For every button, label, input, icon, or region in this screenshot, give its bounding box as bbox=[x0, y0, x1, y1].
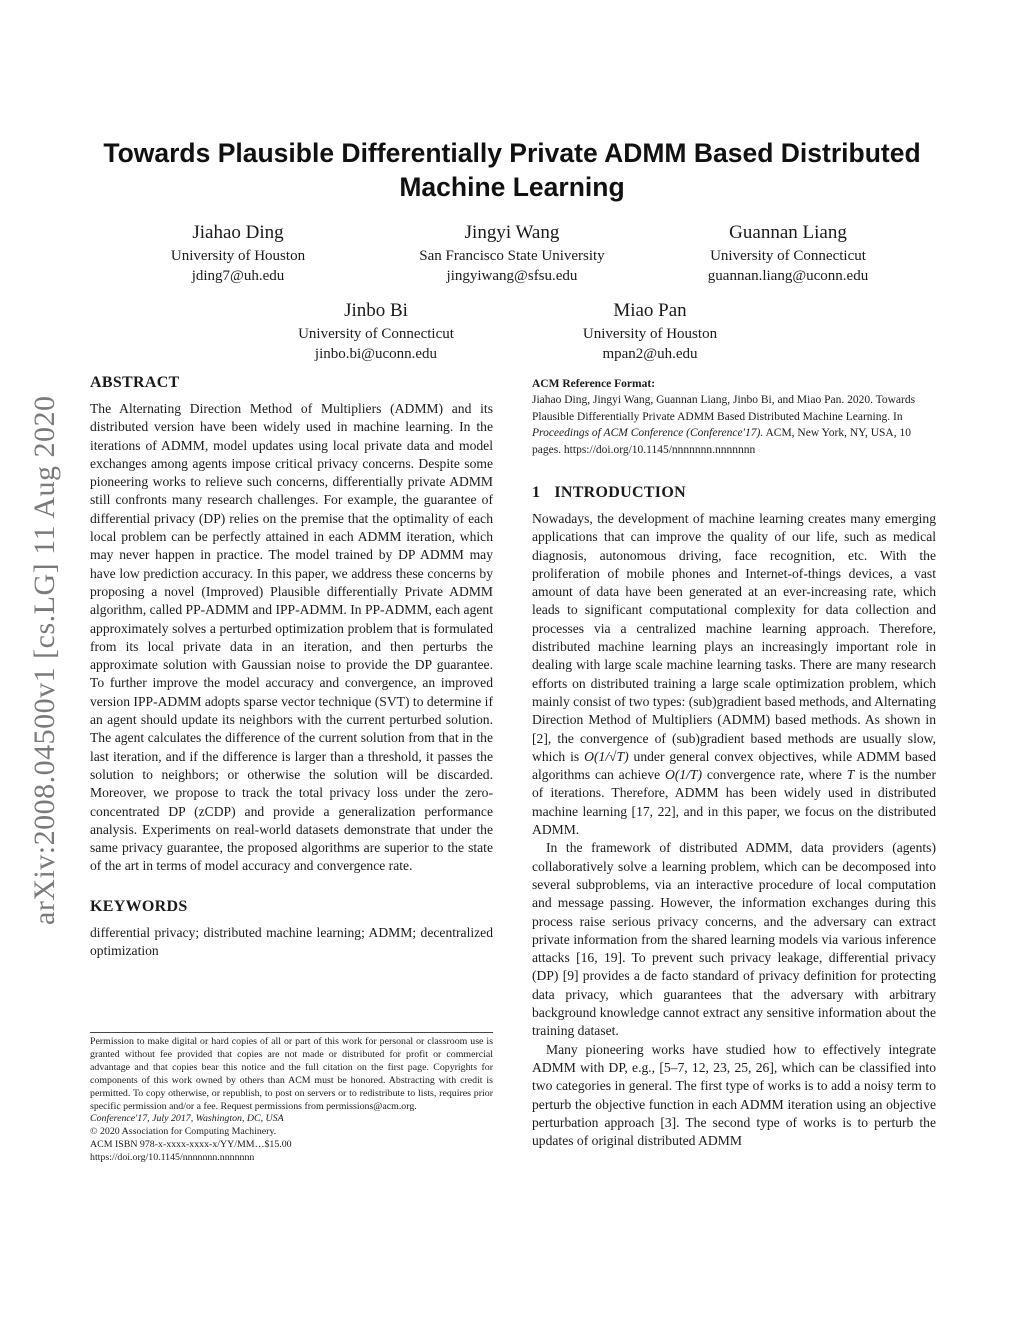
acm-reference-heading: ACM Reference Format: bbox=[532, 378, 656, 390]
intro-text: under general convex objectives, while ADMM based algorithms can achieve bbox=[532, 748, 936, 783]
section-number: 1 bbox=[532, 484, 541, 501]
paper-title: Towards Plausible Differentially Private ADMM Based Distributed Machine Learning bbox=[103, 138, 921, 202]
abstract-heading: ABSTRACT bbox=[90, 374, 180, 391]
intro-text: convergence rate, where bbox=[702, 767, 847, 783]
arxiv-identifier: arXiv:2008.04500v1 [cs.LG] 11 Aug 2020 bbox=[28, 395, 61, 925]
intro-text: Nowadays, the development of machine learning creates many emerging applications that can improve the quality of our life, such as medical diagnosis, autonomous driving, face recognition, etc. With the proliferation of mobile phones and Internet-of-things devices, a vast amount of data have been generated at an ever-increasing rate, which leads to significant computational complexity for data collection and processes via a centralized machine learning approach. Therefore, distributed machine learning plays an increasingly important role in dealing with large scale machine learning tasks. There are many research efforts on distributed training a large scale optimization problem, which mainly consist of two types: (sub)gradient based methods, and Alternating Direction Method of Multipliers (ADMM) based methods. As shown in [2], the convergence of (sub)gradient based methods are usually slow, which is bbox=[532, 511, 936, 764]
author-block bbox=[256, 298, 496, 364]
author-block bbox=[118, 220, 358, 286]
author-name: Guannan Liang bbox=[729, 222, 847, 243]
acm-reference-venue: Proceedings of ACM Conference (Conference'17). bbox=[532, 427, 764, 439]
intro-paragraph-2: In the framework of distributed ADMM, data providers (agents) collaboratively solve a learning problem, which can be decomposed into several subproblems, via an interactive procedure of local computation and message passing. However, the information exchanges during this process raise serious privacy concerns, and the adversary can extract private information from the shared learning models via various inference attacks [16, 19]. To prevent such privacy leakage, differential privacy (DP) [9] provides a de facto standard of privacy definition for protecting data privacy, which guarantees that the adversary with arbitrary background knowledge cannot extract any sensitive information about the training dataset. bbox=[532, 840, 936, 1039]
right-column bbox=[532, 376, 936, 1150]
author-affiliation: University of Connecticut bbox=[710, 248, 866, 264]
math-expression: T bbox=[846, 767, 855, 783]
author-affiliation: University of Connecticut bbox=[298, 326, 454, 342]
permission-text: Permission to make digital or hard copies of all or part of this work for personal or classroom use is granted without fee provided that copies are not made or distributed for profit or commercial advantage and that copies bear this notice and the full citation on the first page. Copyrights for components of this work owned by others than ACM must be honored. Abstracting with credit is permitted. To copy otherwise, or republish, to post on servers or to redistribute to lists, requires prior specific permission and/or a fee. Request permissions from permissions@acm.org. bbox=[90, 1036, 493, 1112]
author-name: Jinbo Bi bbox=[344, 300, 408, 321]
acm-reference-text bbox=[532, 392, 936, 458]
copyright-line: © 2020 Association for Computing Machinery. bbox=[90, 1126, 277, 1138]
author-block bbox=[530, 298, 770, 364]
math-expression: O(1/√T) bbox=[584, 748, 629, 764]
author-email: jding7@uh.edu bbox=[191, 268, 285, 284]
introduction-heading bbox=[532, 482, 936, 504]
keywords-heading: KEYWORDS bbox=[90, 897, 188, 915]
acm-reference-publisher: ACM, New York, NY, USA, 10 pages. https://doi.org/10.1145/nnnnnnn.nnnnnnn bbox=[532, 427, 911, 456]
math-expression: O(1/T) bbox=[665, 767, 703, 783]
keywords-section bbox=[90, 896, 493, 961]
author-block bbox=[668, 220, 908, 286]
isbn-line: ACM ISBN 978-x-xxxx-xxxx-x/YY/MM…$15.00 bbox=[90, 1139, 292, 1151]
author-name: Miao Pan bbox=[613, 300, 687, 321]
permission-footnote bbox=[90, 1036, 493, 1165]
abstract-text: The Alternating Direction Method of Multipliers (ADMM) and its distributed version have been widely used in machine learning. In the iterations of ADMM, model updates using local private data and model exchanges among agents impose critical privacy concerns. Despite some pioneering works to relieve such concerns, differentially private ADMM still confronts many research challenges. For example, the guarantee of differential privacy (DP) relies on the premise that the optimality of each local problem can be perfectly attained in each ADMM iteration, which may never happen in practice. The model trained by DP ADMM may have low prediction accuracy. In this paper, we address these concerns by proposing a novel (Improved) Plausible differentially Private ADMM algorithm, called PP-ADMM and IPP-ADMM. In PP-ADMM, each agent approximately solves a perturbed optimization problem that is formulated from its local private data in an iteration, and then perturbs the approximate solution with Gaussian noise to provide the DP guarantee. To further improve the model accuracy and convergence, an improved version IPP-ADMM adopts sparse vector technique (SVT) to determine if an agent should update its neighbors with the current perturbed solution. The agent calculates the difference of the current solution from that in the last iteration, and if the difference is larger than a threshold, it passes the solution to neighbors; or otherwise the solution will be discarded. Moreover, we propose to track the total privacy loss under the zero-concentrated DP (zCDP) and provide a generalization performance analysis. Experiments on real-world datasets demonstrate that under the same privacy guarantee, the proposed algorithms are superior to the state of the art in terms of model accuracy and convergence rate. bbox=[90, 401, 493, 874]
acm-reference-authors: Jiahao Ding, Jingyi Wang, Guannan Liang, Jinbo Bi, and Miao Pan. 2020. Towards Plausible Differentially Private ADMM Based Distributed Machine Learning. In bbox=[532, 394, 916, 423]
intro-paragraph-3: Many pioneering works have studied how to effectively integrate ADMM with DP, e.g., [5–7, 12, 23, 25, 26], which can be classified into two categories in general. The first type of works is to add a noisy term to perturb the objective function in each ADMM iteration using an objective perturbation approach [3]. The second type of works is to perturb the updates of original distributed ADMM bbox=[532, 1041, 936, 1149]
left-column bbox=[90, 372, 493, 960]
author-email: guannan.liang@uconn.edu bbox=[707, 268, 869, 284]
author-affiliation: University of Houston bbox=[170, 248, 306, 264]
footnote-divider bbox=[90, 1032, 493, 1033]
author-email: jinbo.bi@uconn.edu bbox=[314, 346, 438, 362]
author-email: jingyiwang@sfsu.edu bbox=[446, 268, 578, 284]
intro-paragraph-1 bbox=[532, 510, 936, 839]
intro-text: is the number of iterations. Therefore, ADMM has been widely used in distributed machine learning [17, 22], and in this paper, we focus on the distributed ADMM. bbox=[532, 767, 936, 838]
author-affiliation: University of Houston bbox=[582, 326, 718, 342]
doi-link[interactable]: https://doi.org/10.1145/nnnnnnn.nnnnnnn bbox=[90, 1152, 255, 1164]
author-affiliation: San Francisco State University bbox=[419, 248, 605, 264]
acm-reference-block bbox=[532, 376, 936, 458]
section-title: INTRODUCTION bbox=[554, 484, 686, 501]
author-name: Jingyi Wang bbox=[464, 222, 560, 243]
keywords-text: differential privacy; distributed machine learning; ADMM; decentralized optimization bbox=[90, 924, 493, 959]
author-block bbox=[392, 220, 632, 286]
author-email: mpan2@uh.edu bbox=[602, 346, 698, 362]
author-name: Jiahao Ding bbox=[192, 222, 284, 243]
conference-info: Conference'17, July 2017, Washington, DC, USA bbox=[90, 1113, 284, 1125]
